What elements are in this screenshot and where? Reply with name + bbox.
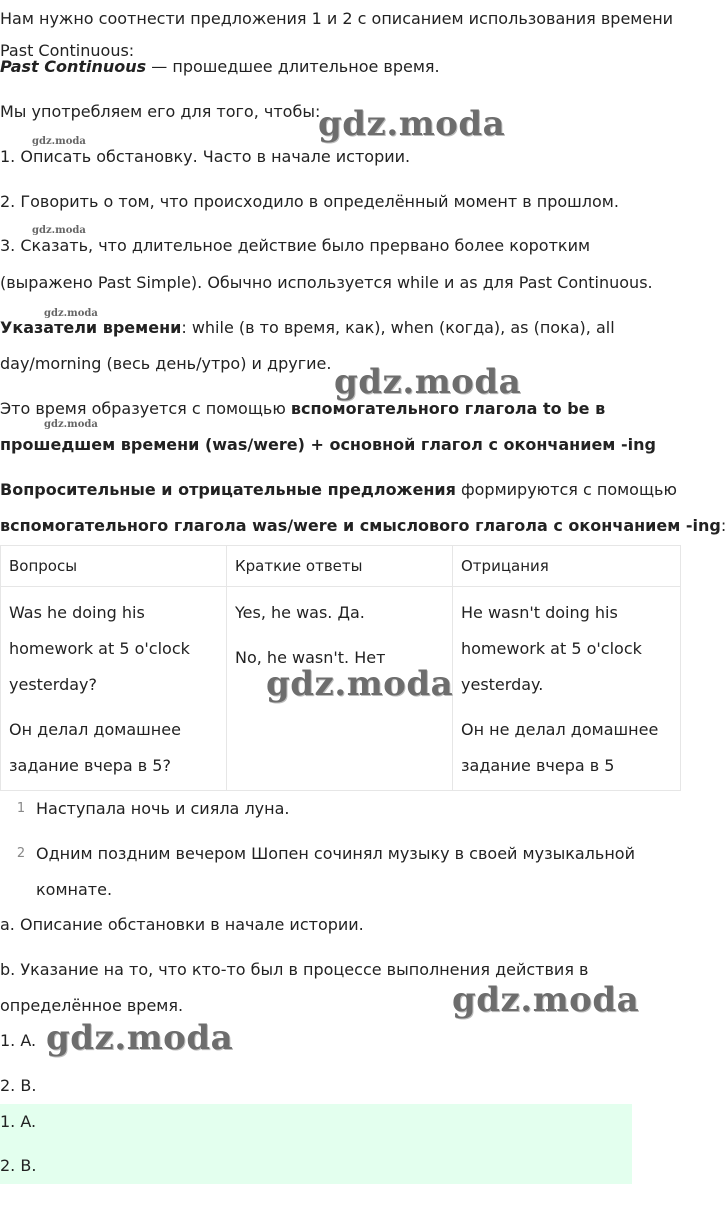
header-short-answers: Краткие ответы (227, 546, 453, 587)
watermark-small: gdz.moda (44, 419, 98, 430)
task-intro-cut-line: Past Continuous: (0, 41, 135, 60)
time-markers-line2: day/morning (весь день/утро) и другие. (0, 354, 332, 373)
use-item-1: 1. Описать обстановку. Часто в начале истории. (0, 147, 411, 166)
cell-questions: Was he doing his homework at 5 o'clock yesterday? Он делал домашнее задание вчера в 5? (1, 587, 227, 791)
sentence-1: Наступала ночь и сияла луна. (36, 799, 290, 818)
formation-line1: Это время образуется с помощью вспомогательного глагола to be в (0, 399, 606, 418)
time-markers-line1: Указатели времени: while (в то время, как), when (когда), as (пока), all (0, 318, 615, 337)
watermark-small: gdz.moda (32, 225, 86, 236)
watermark-small: gdz.moda (44, 308, 98, 319)
use-intro: Мы употребляем его для того, чтобы: (0, 102, 321, 121)
sentence-2-line1: Одним поздним вечером Шопен сочинял музыку в своей музыкальной (36, 844, 635, 863)
answer-2: 2. B. (0, 1076, 37, 1095)
watermark-logo: gdz.moda (334, 362, 522, 402)
answer-1: 1. A. (0, 1031, 37, 1050)
questions-line2: вспомогательного глагола was/were и смыслового глагола с окончанием -ing: (0, 516, 726, 535)
cell-short-answers: Yes, he was. Да. No, he wasn't. Нет (227, 587, 453, 791)
time-markers-label: Указатели времени (0, 318, 182, 337)
table-header-row (1, 546, 681, 587)
questions-line1: Вопросительные и отрицательные предложения формируются с помощью (0, 480, 677, 499)
formation-line2: прошедшем времени (was/were) + основной глагол с окончанием -ing (0, 435, 656, 454)
term-definition: Past Continuous — прошедшее длительное время. (0, 57, 440, 76)
option-b-line1: b. Указание на то, что кто-то был в процессе выполнения действия в (0, 960, 589, 979)
watermark-small: gdz.moda (32, 136, 86, 147)
option-b-line2: определённое время. (0, 996, 184, 1015)
option-a: a. Описание обстановки в начале истории. (0, 915, 364, 934)
use-item-3-line1: 3. Сказать, что длительное действие было прервано более коротким (0, 236, 591, 255)
task-intro: Нам нужно соотнести предложения 1 и 2 с описанием использования времени (0, 9, 674, 28)
final-answer-2: 2. B. (0, 1156, 37, 1175)
header-questions: Вопросы (1, 546, 227, 587)
use-item-3-line2: (выражено Past Simple). Обычно используется while и as для Past Continuous. (0, 273, 653, 292)
final-answer-box (0, 1104, 632, 1184)
final-answer-1: 1. A. (0, 1112, 37, 1131)
sentence-2-line2: комнате. (36, 880, 113, 899)
watermark-logo: gdz.moda (318, 104, 506, 144)
use-item-2: 2. Говорить о том, что происходило в определённый момент в прошлом. (0, 192, 619, 211)
header-negations: Отрицания (453, 546, 681, 587)
sentence-number: 2 (16, 846, 26, 861)
watermark-logo: gdz.moda (46, 1018, 234, 1058)
watermark-logo: gdz.moda (266, 664, 454, 704)
watermark-logo: gdz.moda (452, 980, 640, 1020)
cell-negations: He wasn't doing his homework at 5 o'clock yesterday. Он не делал домашнее задание вчера в 5 (453, 587, 681, 791)
sentence-number: 1 (16, 801, 26, 816)
term-name: Past Continuous (0, 57, 147, 76)
